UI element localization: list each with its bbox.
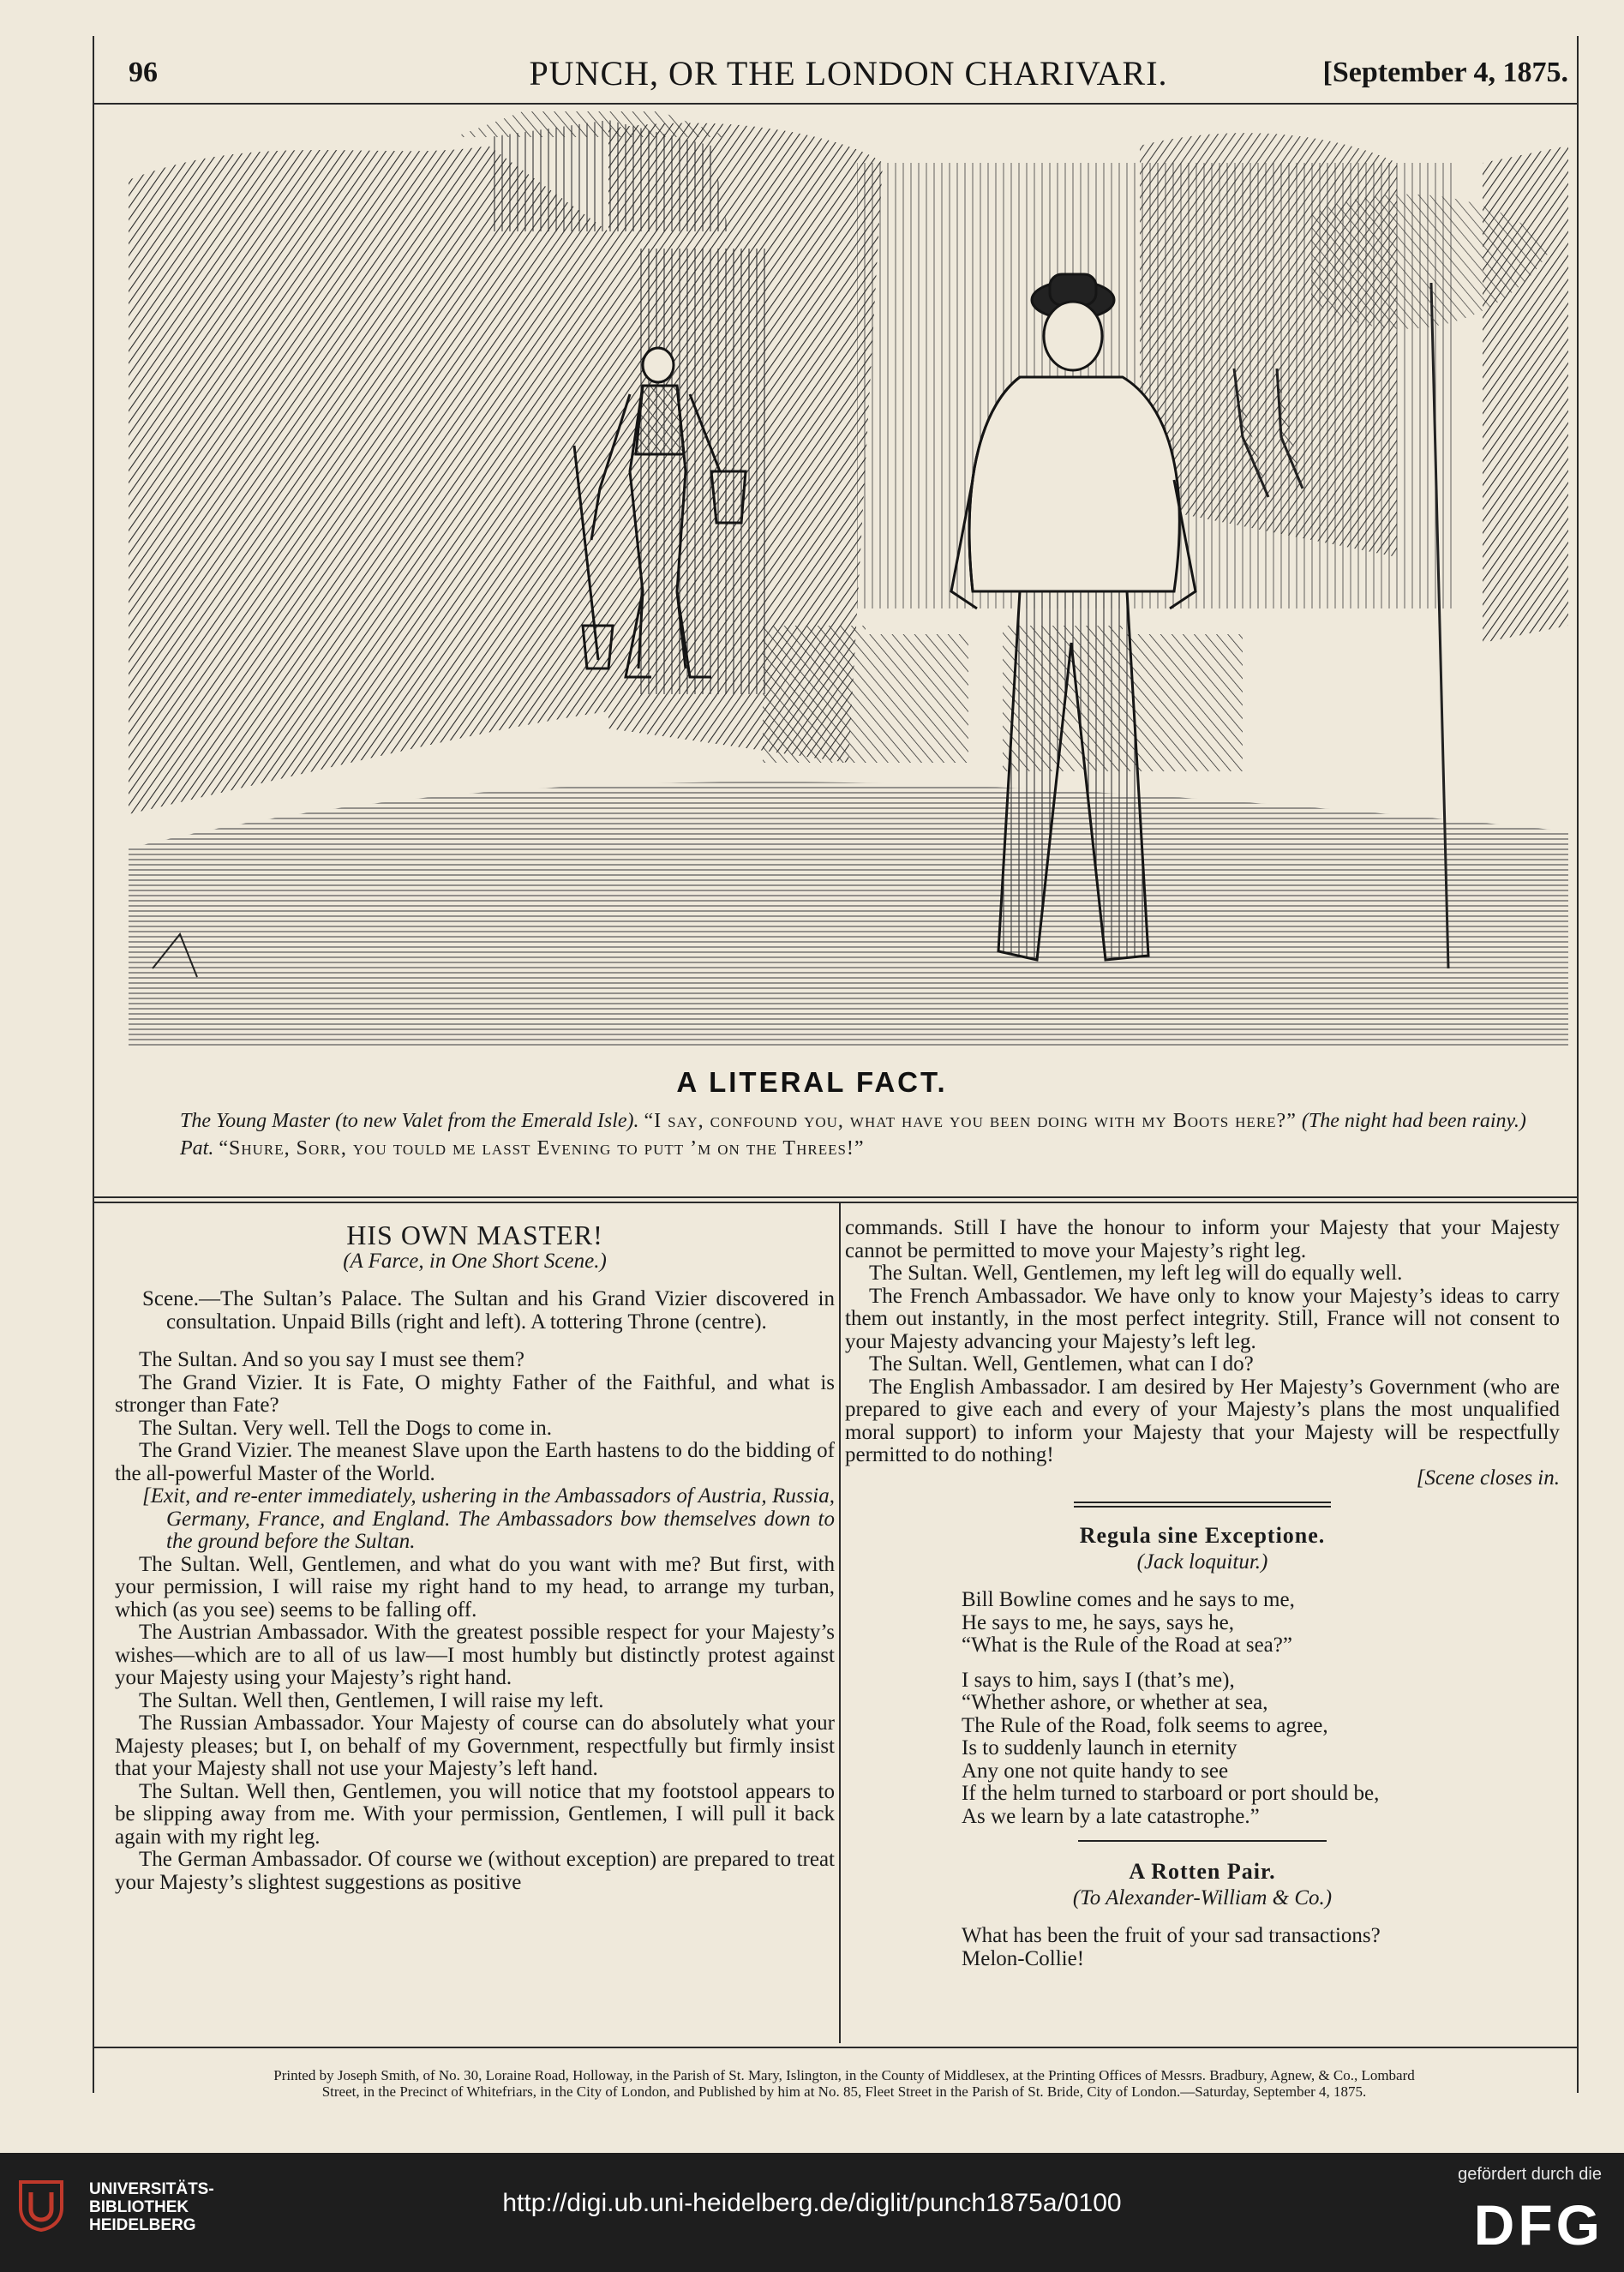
farce-paragraph: The Sultan. Well then, Gentlemen, you will notice that my footstool appears to be slipping away from me. With your permission, Gentlemen, I will pull it back again with my right leg. — [115, 1779, 835, 1849]
poem-stanza — [962, 1589, 1560, 1658]
caption-speech: “Shure, Sorr, you tould me lasst Evening to putt ’m on the Threes!” — [219, 1137, 865, 1160]
farce-title: HIS OWN MASTER! — [346, 1220, 603, 1250]
farce-paragraph: The Sultan. Well, Gentlemen, my left leg will do equally well. — [869, 1262, 1403, 1285]
caption-line — [154, 1107, 1560, 1135]
caption-line — [154, 1135, 1560, 1162]
caption-speaker: Pat. — [180, 1137, 214, 1160]
imprint-line: Printed by Joseph Smith, of No. 30, Loraine Road, Holloway, in the Parish of St. Mary, Islington, in the County of Middlesex, at the Printing Offices of Messrs. Bradbury, Agnew, & Co., Lombard — [273, 2067, 1415, 2083]
farce-paragraph: The Sultan. Well, Gentlemen, what can I do? — [869, 1352, 1254, 1376]
header-rule — [93, 103, 1579, 105]
caption-speaker: The Young Master — [180, 1110, 331, 1132]
library-name-line: HEIDELBERG — [89, 2216, 196, 2234]
poem-line: What has been the fruit of your sad transactions? — [962, 1924, 1381, 1947]
page-header — [129, 46, 1568, 98]
poem-attribution: (To Alexander-William & Co.) — [1072, 1885, 1333, 1909]
farce-paragraph: The Sultan. Well, Gentlemen, and what do you want with me? But first, with your permission, I will raise my right hand to my head, to arrange my turban, which (as you see) seems to be falling off. — [115, 1552, 835, 1622]
library-name-line: BIBLIOTHEK — [89, 2198, 189, 2216]
poem-line: “Whether ashore, or whether at sea, — [962, 1691, 1268, 1714]
farce-paragraph: The Austrian Ambassador. With the greatest possible respect for your Majesty’s wishes—which are to all of us law—I most humbly but distinctly protest against your Majesty using your Majesty’s right hand. — [115, 1621, 835, 1689]
cartoon-illustration — [129, 111, 1568, 1046]
poem-line: “What is the Rule of the Road at sea?” — [962, 1634, 1292, 1657]
issue-date: [September 4, 1875. — [1322, 57, 1568, 88]
poem-attribution: (Jack loquitur.) — [1136, 1550, 1268, 1574]
caption-direction: (to new Valet from the Emerald Isle). — [335, 1110, 639, 1132]
frame-border — [93, 36, 94, 2093]
cartoon-title: A LITERAL FACT. — [676, 1066, 948, 1098]
poem-line: If the helm turned to starboard or port should be, — [962, 1782, 1380, 1805]
caption-note: (The night had been rainy.) — [1301, 1110, 1526, 1132]
right-column — [845, 1217, 1560, 1982]
dfg-logo[interactable]: DFG — [1473, 2193, 1603, 2257]
farce-paragraph: The Grand Vizier. The meanest Slave upon the Earth hastens to do the bidding of the all-powerful Master of the World. — [115, 1439, 835, 1485]
poem-title: Regula sine Exceptione. — [1079, 1523, 1326, 1548]
separator-rule — [1074, 1502, 1331, 1508]
farce-paragraph: The Sultan. And so you say I must see them? — [139, 1348, 524, 1371]
footer-rule — [93, 2047, 1579, 2048]
library-name-line: UNIVERSITÄTS- — [89, 2180, 214, 2198]
caption-speech: “I say, confound you, what have you been doing with my Boots here?” — [644, 1110, 1297, 1132]
poem-stanza — [962, 1925, 1560, 1970]
poem-line: Bill Bowline comes and he says to me, — [962, 1588, 1295, 1611]
farce-subtitle: (A Farce, in One Short Scene.) — [343, 1249, 607, 1273]
column-rule — [839, 1203, 841, 2043]
poem-title: A Rotten Pair. — [1129, 1859, 1276, 1884]
farce-paragraph: [Exit, and re-enter immediately, ushering in the Ambassadors of Austria, Russia, Germany, France, and England. The Ambassadors bow themselves down to the ground before the Sultan. — [142, 1484, 835, 1553]
separator-rule — [1078, 1840, 1327, 1842]
permalink-url[interactable]: http://digi.ub.uni-heidelberg.de/diglit/punch1875a/0100 — [502, 2189, 1122, 2217]
stage-direction: [Scene closes in. — [1416, 1466, 1560, 1490]
farce-paragraph: The English Ambassador. I am desired by Her Majesty’s Government (who are prepared to give each and every of your Majesty’s plans the most unqualified moral support) to inform your Majesty that your Majesty will be respectfully permitted to do nothing! — [845, 1375, 1560, 1466]
imprint-line: Street, in the Precinct of Whitefriars, in the City of London, and Published by him at No. 85, Fleet Street in the Parish of St. Bride, City of London.—Saturday, September 4, 1875. — [321, 2083, 1367, 2100]
cartoon-caption — [154, 1107, 1560, 1162]
farce-paragraph: The German Ambassador. Of course we (without exception) are prepared to treat your Majesty’s slightest suggestions as positive — [115, 1848, 835, 1894]
farce-paragraph: Scene.—The Sultan’s Palace. The Sultan and his Grand Vizier discovered in consultation. Unpaid Bills (right and left). A tottering Throne (centre). — [142, 1287, 835, 1334]
viewer-footer — [0, 2153, 1624, 2272]
poem-line: As we learn by a late catastrophe.” — [962, 1804, 1260, 1828]
poem-line: Is to suddenly launch in eternity — [962, 1736, 1237, 1759]
section-rule — [93, 1202, 1579, 1203]
farce-paragraph: The Grand Vizier. It is Fate, O mighty Father of the Faithful, and what is stronger than Fate? — [115, 1370, 835, 1417]
magazine-title: PUNCH, OR THE LONDON CHARIVARI. — [529, 54, 1168, 93]
farce-paragraph: The Sultan. Very well. Tell the Dogs to come in. — [139, 1416, 552, 1440]
farce-paragraph: commands. Still I have the honour to inform your Majesty that your Majesty cannot be permitted to move your Majesty’s right leg. — [845, 1216, 1560, 1262]
frame-border — [1577, 36, 1579, 2093]
farce-paragraph: The Russian Ambassador. Your Majesty of course can do absolutely what your Majesty pleases; but I, on behalf of my Government, respectfully but firmly insist that your Majesty shall not use your Majesty’s left hand. — [115, 1711, 835, 1780]
funding-note: gefördert durch die — [1458, 2165, 1602, 2184]
poem-line: Melon-Collie! — [962, 1946, 1085, 1970]
poem-line: Any one not quite handy to see — [962, 1759, 1229, 1783]
printer-imprint — [120, 2067, 1568, 2100]
page-number: 96 — [129, 57, 158, 88]
left-column — [115, 1217, 835, 1894]
section-rule — [93, 1196, 1579, 1198]
poem-line: He says to me, he says, says he, — [962, 1610, 1234, 1634]
poem-stanza — [962, 1670, 1560, 1829]
farce-paragraph: The Sultan. Well then, Gentlemen, I will raise my left. — [139, 1688, 604, 1712]
poem-line: I says to him, says I (that’s me), — [962, 1668, 1235, 1692]
farce-paragraph: The French Ambassador. We have only to know your Majesty’s ideas to carry them out instantly, in the most perfect integrity. Still, France will not consent to your Majesty advancing your Majesty’s left leg. — [845, 1284, 1560, 1353]
poem-line: The Rule of the Road, folk seems to agree, — [962, 1713, 1328, 1737]
